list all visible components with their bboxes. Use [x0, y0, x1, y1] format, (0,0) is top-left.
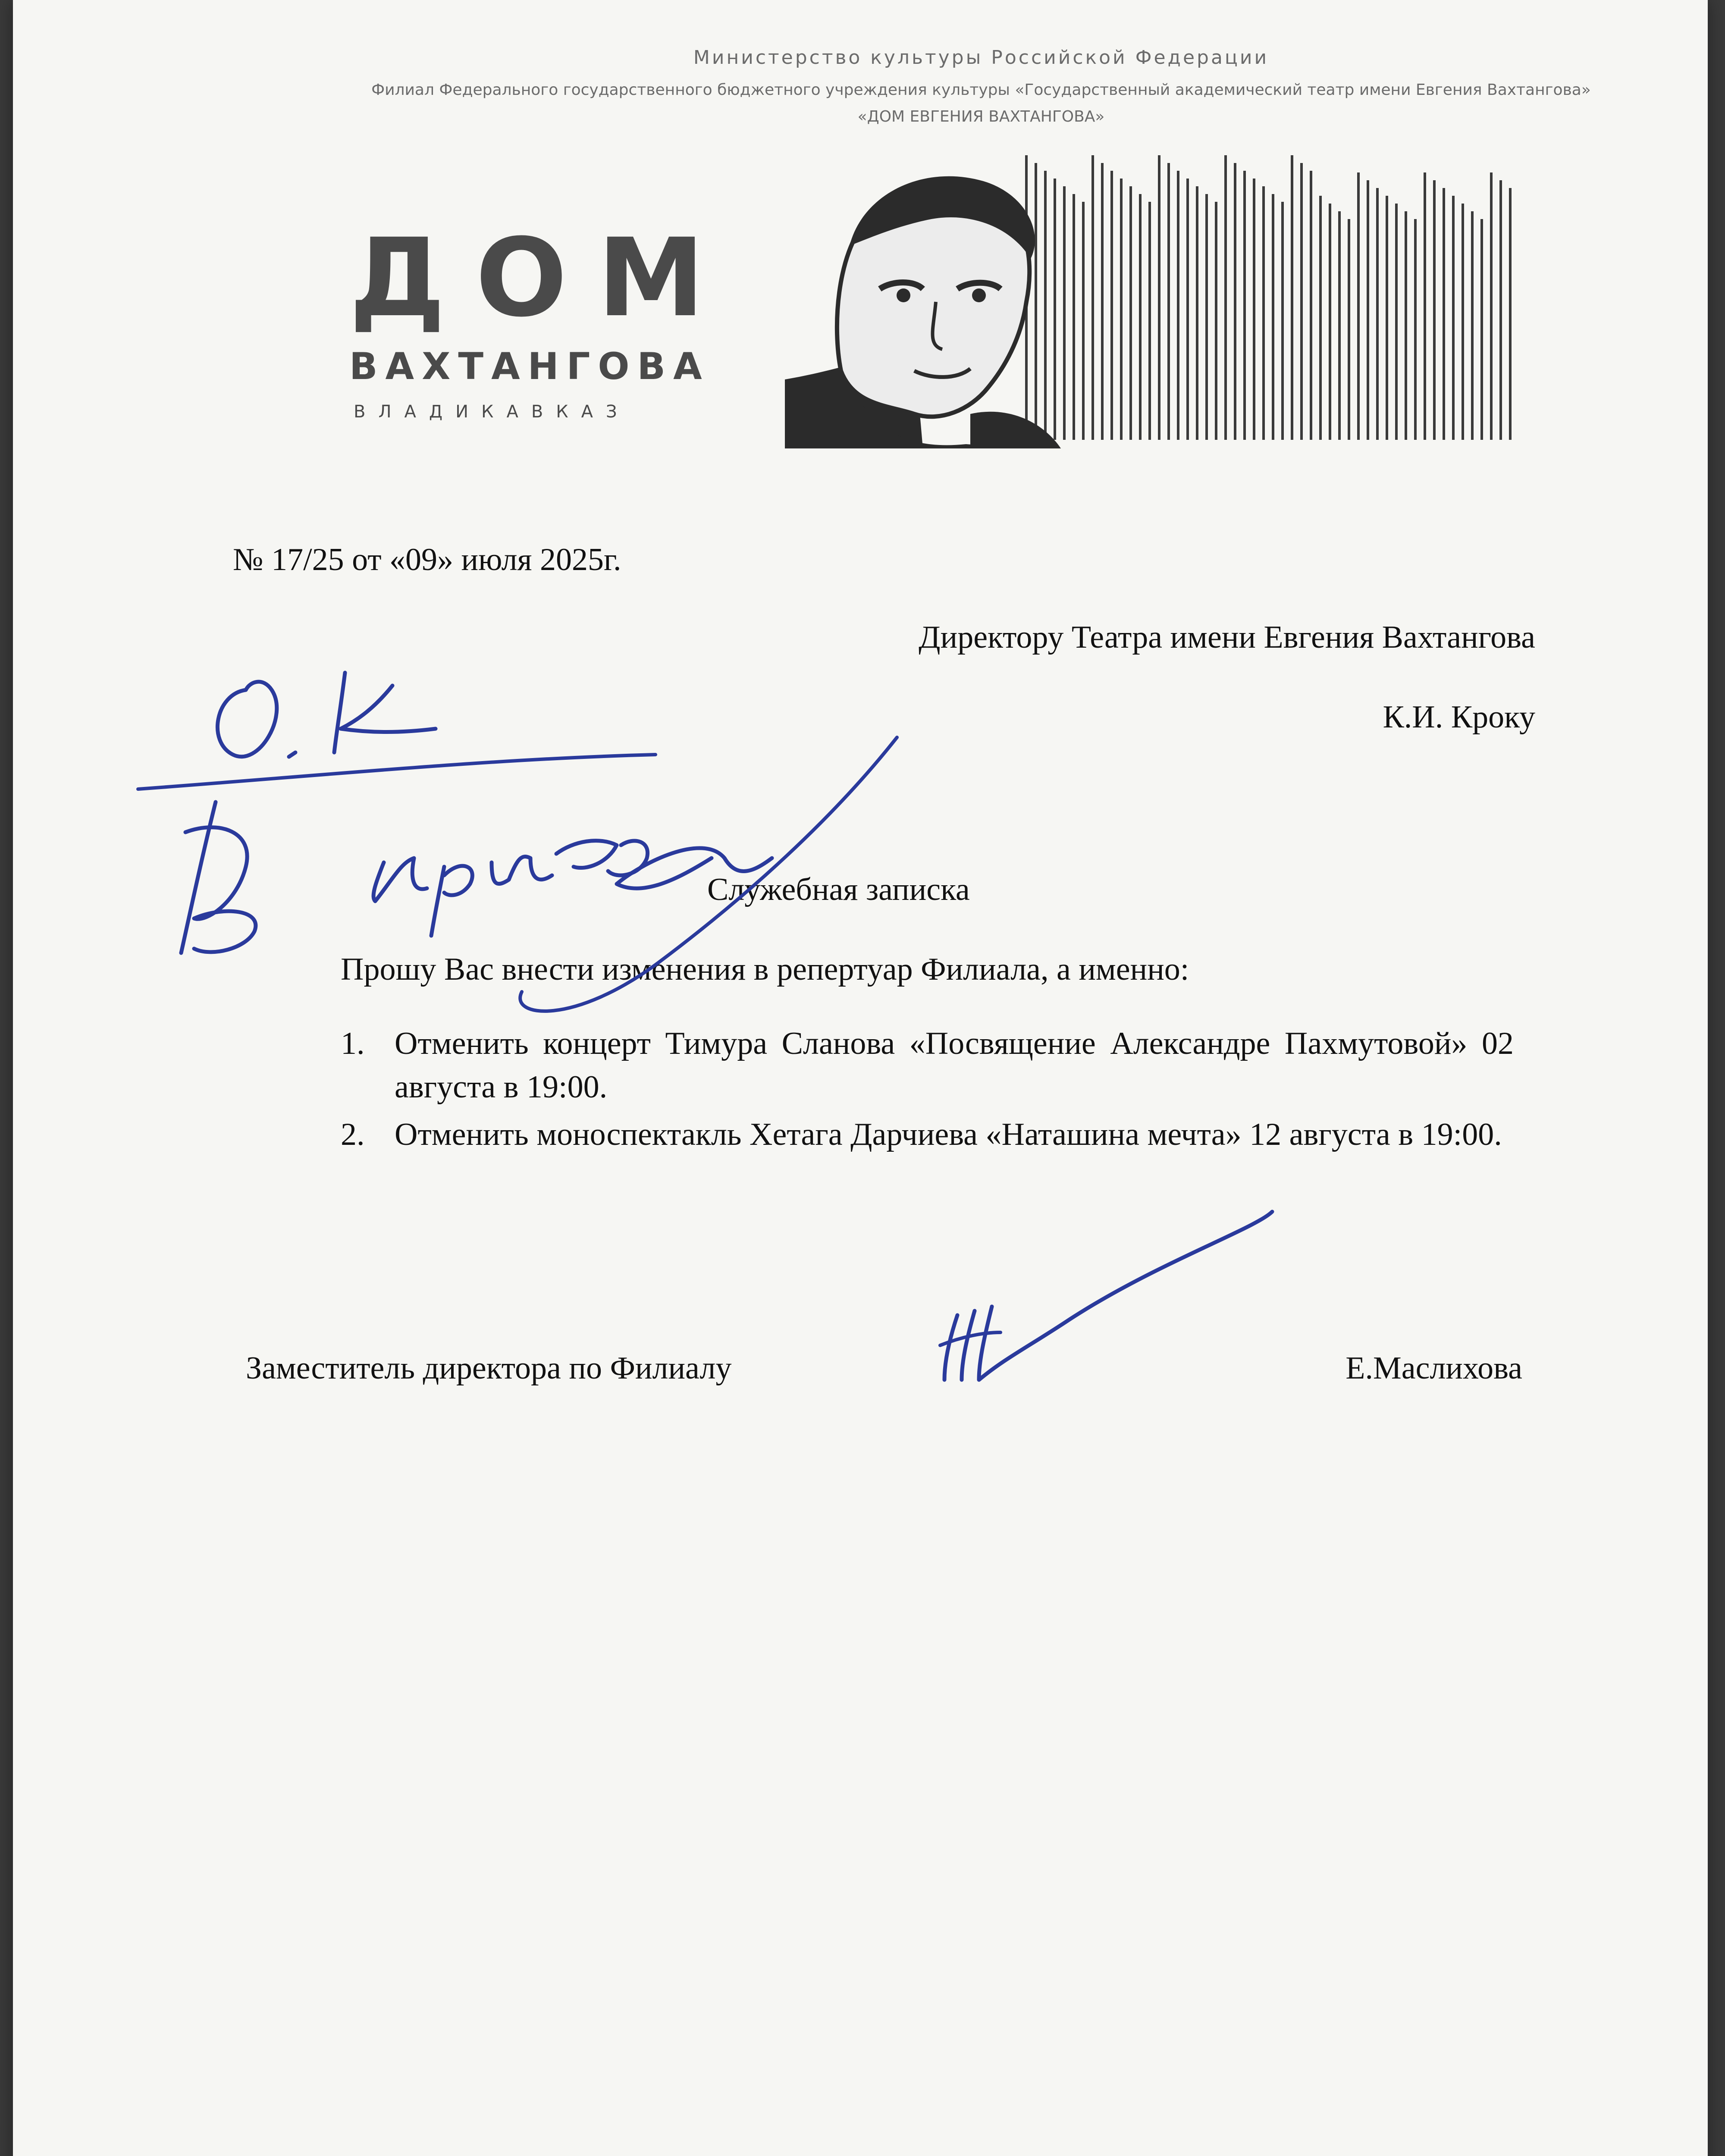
document-sheet	[13, 0, 1708, 2156]
house-line: «ДОМ ЕВГЕНИЯ ВАХТАНГОВА»	[857, 108, 1105, 125]
addressee-name: К.И. Кроку	[1383, 699, 1535, 735]
logo-dom-text: ДОМ	[349, 215, 735, 341]
theatre-logo	[349, 215, 735, 422]
list-item-number: 2.	[341, 1117, 365, 1153]
signatory-name: Е.Маслихова	[1346, 1351, 1522, 1386]
list-item-text: Отменить моноспектакль Хетага Дарчиева «Наташина мечта» 12 августа в 19:00.	[395, 1117, 1502, 1153]
list-item-text: Отменить концерт Тимура Сланова «Посвящение Александре Пахмутовой» 02 августа в 19:00.	[395, 1026, 1514, 1105]
registration-number: № 17/25 от «09» июля 2025г.	[233, 542, 621, 577]
logo-city-text: ВЛАДИКАВКАЗ	[354, 402, 630, 422]
list-item	[341, 1113, 1514, 1156]
request-list	[341, 1022, 1514, 1161]
handwritten-signature	[940, 1212, 1272, 1380]
addressee-position: Директору Театра имени Евгения Вахтангова	[919, 620, 1535, 655]
vakhtangov-portrait-icon	[785, 147, 1518, 448]
portrait-stripes	[1026, 155, 1510, 440]
intro-paragraph: Прошу Вас внести изменения в репертуар Филиала, а именно:	[341, 952, 1189, 987]
logo-vakhtangov-text: ВАХТАНГОВА	[349, 345, 710, 388]
branch-line: Филиал Федерального государственного бюджетного учреждения культуры «Государственный академический театр имени Евгения Вахтангова»	[371, 81, 1591, 99]
signatory-position: Заместитель директора по Филиалу	[246, 1351, 732, 1386]
list-item	[341, 1022, 1514, 1109]
document-title: Служебная записка	[707, 872, 970, 907]
list-item-number: 1.	[341, 1026, 365, 1061]
ministry-line: Министерство культуры Российской Федерации	[693, 47, 1269, 69]
